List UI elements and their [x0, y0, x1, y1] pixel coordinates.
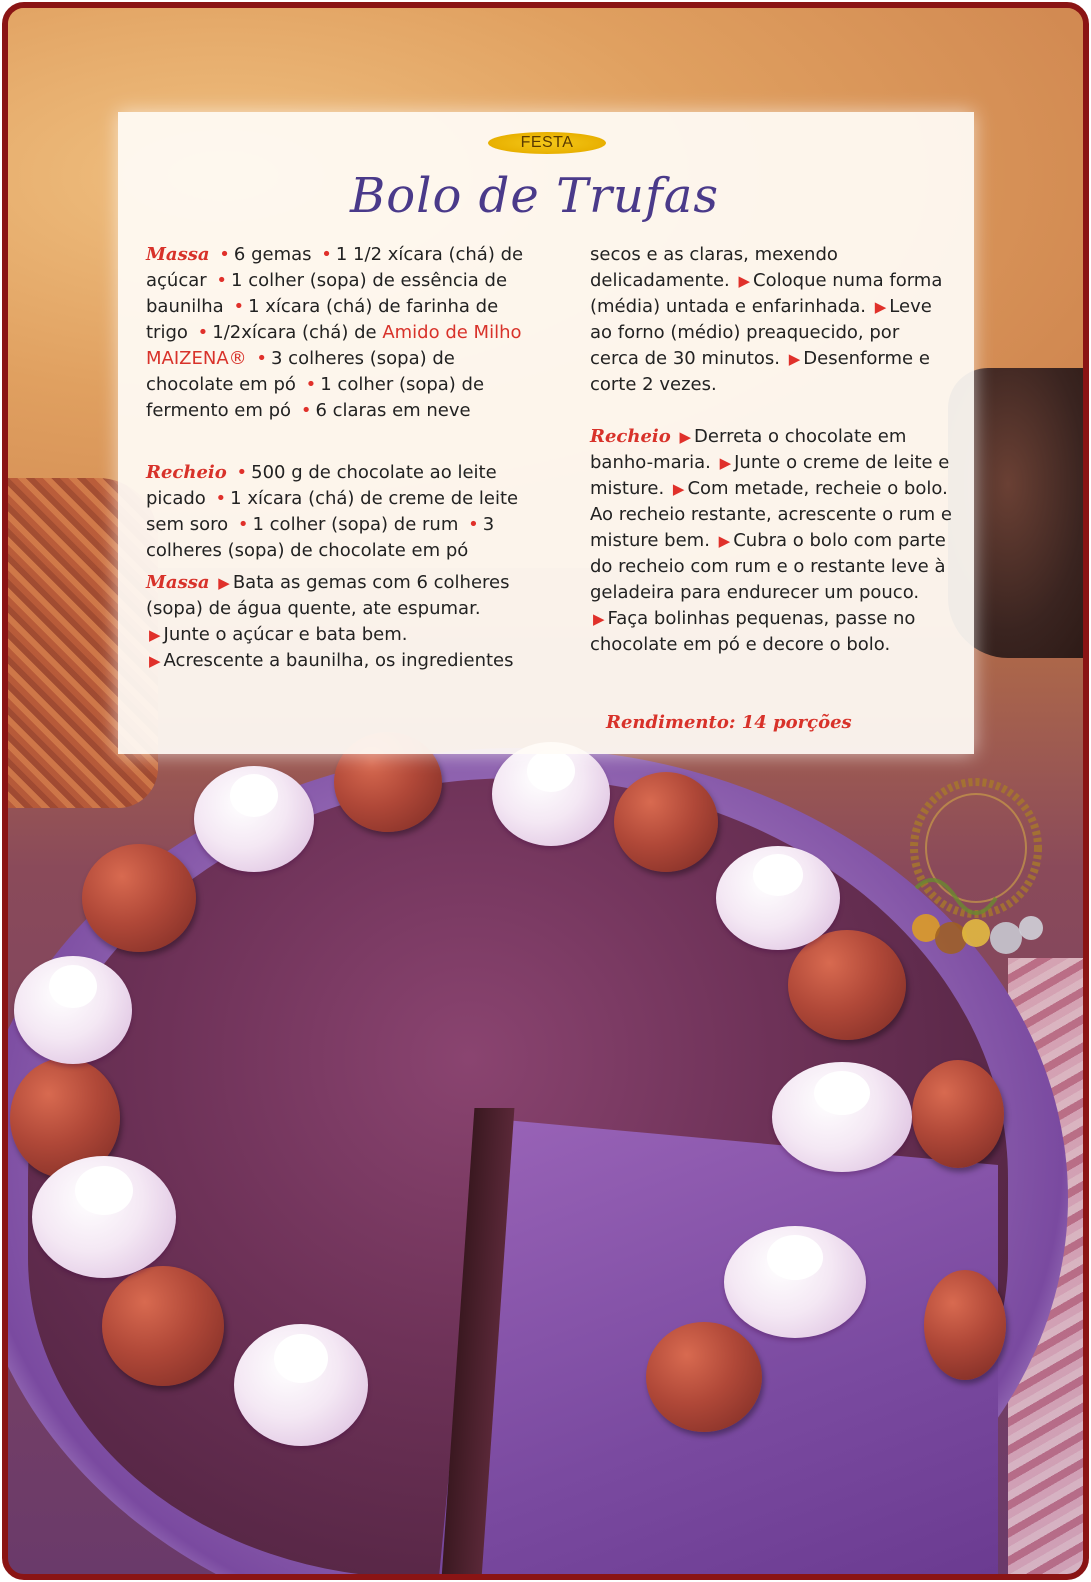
prep-step: Leve ao forno (médio) preaquecido, por cerca de 30 minutos.: [590, 296, 932, 369]
ingredient: 500 g de chocolate ao leite picado: [146, 462, 497, 509]
truffle: [912, 1060, 1004, 1168]
prep-step: Bata as gemas com 6 colheres (sopa) de água quente, ate espumar.: [146, 572, 510, 619]
cream-rosette: [194, 766, 314, 872]
prep-step: Cubra o bolo com parte do recheio com rum e o restante leve à geladeira para endurecer um pouco.: [590, 530, 946, 603]
prep-step: Acrescente a baunilha, os ingredientes: [163, 650, 514, 671]
truffle: [82, 844, 196, 952]
ingredients-column: [146, 242, 528, 674]
blog-logo-watermark: [896, 778, 1056, 978]
prep-step: Desenforme e corte 2 vezes.: [590, 348, 930, 395]
prep-step: Coloque numa forma (média) untada e enfarinhada.: [590, 270, 943, 317]
section-label-massa: Massa: [146, 244, 210, 265]
cream-rosette: [716, 846, 840, 950]
truffle: [646, 1322, 762, 1432]
recipe-yield: Rendimento: 14 porções: [606, 712, 852, 733]
ingredient: 1 colher (sopa) de fermento em pó: [146, 374, 485, 421]
prep-step: Com metade, recheie o bolo. Ao recheio restante, acrescente o rum e misture bem.: [590, 478, 952, 551]
truffle: [102, 1266, 224, 1386]
cream-rosette: [234, 1324, 368, 1446]
recipe-title: Bolo de Trufas: [350, 168, 719, 224]
ingredient: 1 colher (sopa) de essência de baunilha: [146, 270, 508, 317]
ingredient: 6 claras em neve: [315, 400, 471, 421]
cream-rosette: [32, 1156, 176, 1278]
section-label-massa-prep: Massa: [146, 572, 210, 593]
prep-step: Faça bolinhas pequenas, passe no chocolate em pó e decore o bolo.: [590, 608, 916, 655]
ingredient: 1 xícara (chá) de creme de leite sem soro: [146, 488, 519, 535]
ingredient: 3 colheres (sopa) de chocolate em pó: [146, 514, 495, 561]
preparation-column: [590, 242, 952, 658]
section-label-recheio-prep: Recheio: [590, 426, 671, 447]
section-label-recheio: Recheio: [146, 462, 227, 483]
prep-step: Junte o creme de leite e misture.: [590, 452, 950, 499]
ingredient: 1/2xícara (chá) de: [212, 322, 377, 343]
brand-name: Amido de Milho MAIZENA®: [146, 322, 522, 369]
ingredient: 1 xícara (chá) de farinha de trigo: [146, 296, 499, 343]
massa-preparation: Massa ▶ Bata as gemas com 6 colheres (sopa) de água quente, ate espumar. ▶ Junte o açúcar e bata bem. ▶ Acrescente a baunilha, os ingredientes: [146, 572, 514, 671]
truffle: [924, 1270, 1006, 1380]
ingredient: 3 colheres (sopa) de chocolate em pó: [146, 348, 455, 395]
massa-ingredients: Massa • 6 gemas • 1 1/2 xícara (chá) de açúcar • 1 colher (sopa) de essência de baunilha • 1 xícara (chá) de farinha de trigo • 1/2xícara (chá) de Amido de Milho MAIZENA® • 3 colheres (sopa) de chocolate em pó • 1 colher (sopa) de fermento em pó • 6 claras em neve: [146, 244, 524, 421]
prep-step: secos e as claras, mexendo delicadamente.: [590, 244, 838, 291]
cream-rosette: [492, 742, 610, 846]
massa-preparation-cont: secos e as claras, mexendo delicadamente. ▶ Coloque numa forma (média) untada e enfarinhada. ▶ Leve ao forno (médio) preaquecido, por cerca de 30 minutos. ▶ Desenforme e corte 2 vezes.: [590, 244, 943, 395]
category-badge: FESTA: [488, 132, 606, 154]
truffle: [614, 772, 718, 872]
ingredient: 6 gemas: [233, 244, 312, 265]
ingredient: 1 colher (sopa) de rum: [252, 514, 459, 535]
ingredient: 1 1/2 xícara (chá) de açúcar: [146, 244, 524, 291]
cream-rosette: [724, 1226, 866, 1338]
cream-rosette: [14, 956, 132, 1064]
prep-step: Derreta o chocolate em banho-maria.: [590, 426, 907, 473]
truffle: [788, 930, 906, 1040]
recheio-ingredients: Recheio • 500 g de chocolate ao leite picado • 1 xícara (chá) de creme de leite sem soro • 1 colher (sopa) de rum • 3 colheres (sopa) de chocolate em pó: [146, 462, 519, 561]
prep-step: Junte o açúcar e bata bem.: [163, 624, 408, 645]
recheio-preparation: Recheio ▶ Derreta o chocolate em banho-maria. ▶ Junte o creme de leite e misture. ▶ Com metade, recheie o bolo. Ao recheio restante, acrescente o rum e misture bem. ▶ Cubra o bolo com parte do recheio com rum e o restante leve à geladeira para endurecer um pouco. ▶ Faça bolinhas pequenas, passe no chocolate em pó e decore o bolo.: [590, 426, 952, 655]
cream-rosette: [772, 1062, 912, 1172]
